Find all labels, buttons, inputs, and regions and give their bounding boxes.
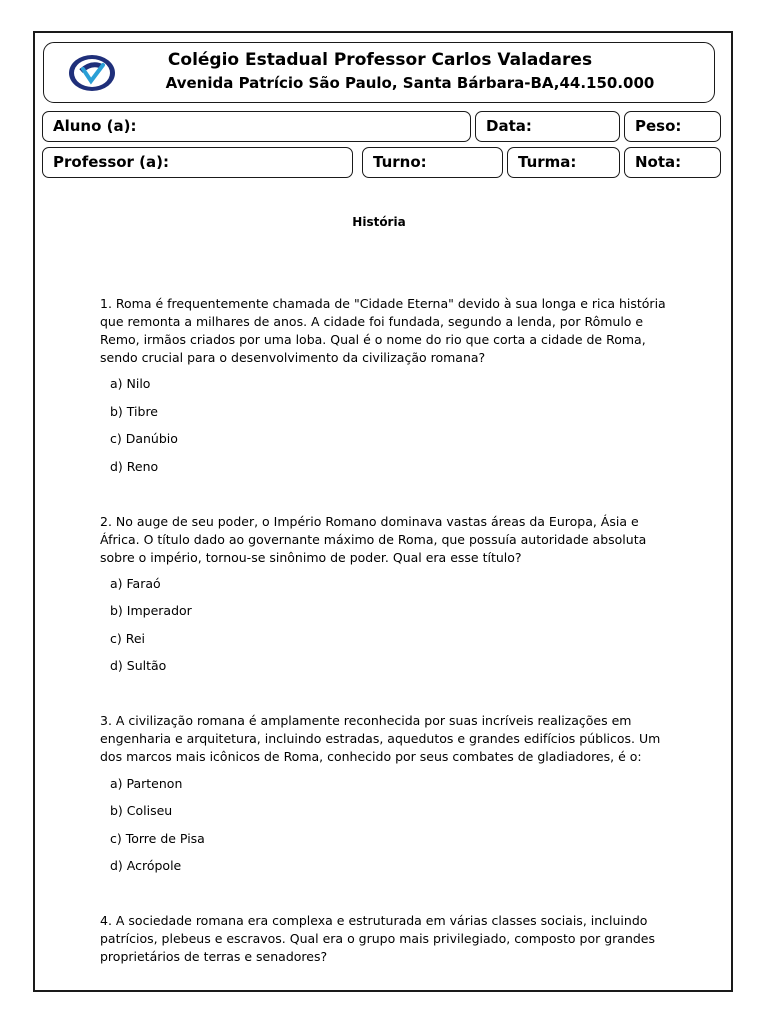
professor-field[interactable]: [42, 147, 353, 178]
data-field[interactable]: [475, 111, 620, 142]
data-label: Data:: [486, 117, 532, 135]
question-1-option-d[interactable]: d) Reno: [110, 459, 159, 474]
question-1-option-a[interactable]: a) Nilo: [110, 376, 151, 391]
question-2-option-c[interactable]: c) Rei: [110, 631, 146, 646]
aluno-field[interactable]: [42, 111, 471, 142]
peso-label: Peso:: [635, 117, 682, 135]
question-3-option-a[interactable]: a) Partenon: [110, 776, 183, 791]
question-1-option-c[interactable]: c) Danúbio: [110, 431, 178, 446]
question-2-option-a[interactable]: a) Faraó: [110, 576, 161, 591]
question-1-text: 1. Roma é frequentemente chamada de "Cidade Eterna" devido à sua longa e rica história que remonta a milhares de anos. A cidade foi fundada, segundo a lenda, por Rômulo e Remo, irmãos criados por uma loba. Qual é o nome do rio que corta a cidade de Roma, sendo crucial para o desenvolvimento da civilização romana?: [100, 296, 666, 365]
turno-field[interactable]: [362, 147, 503, 178]
turma-label: Turma:: [518, 153, 577, 171]
subject-title: História: [352, 215, 406, 229]
turma-field[interactable]: [507, 147, 620, 178]
aluno-label: Aluno (a):: [53, 117, 137, 135]
question-1-option-b[interactable]: b) Tibre: [110, 404, 158, 419]
question-2-option-b[interactable]: b) Imperador: [110, 603, 192, 618]
nota-label: Nota:: [635, 153, 682, 171]
question-2-text: 2. No auge de seu poder, o Império Romano dominava vastas áreas da Europa, Ásia e África. O título dado ao governante máximo de Roma, que possuía autoridade absoluta sobre o império, tornou-se sinônimo de poder. Qual era esse título?: [100, 514, 647, 565]
question-3-option-b[interactable]: b) Coliseu: [110, 803, 173, 818]
professor-label: Professor (a):: [53, 153, 170, 171]
nota-field[interactable]: [624, 147, 721, 178]
question-3-option-c[interactable]: c) Torre de Pisa: [110, 831, 205, 846]
question-3-text: 3. A civilização romana é amplamente reconhecida por suas incríveis realizações em engenharia e arquitetura, incluindo estradas, aquedutos e grandes edifícios públicos. Um dos marcos mais icônicos de Roma, conhecido por seus combates de gladiadores, é o:: [100, 713, 661, 764]
question-3-option-d[interactable]: d) Acrópole: [110, 858, 182, 873]
question-2-option-d[interactable]: d) Sultão: [110, 658, 167, 673]
school-name: Colégio Estadual Professor Carlos Valadares: [167, 50, 593, 70]
turno-label: Turno:: [373, 153, 427, 171]
school-address: Avenida Patrício São Paulo, Santa Bárbara-BA,44.150.000: [165, 74, 655, 92]
question-4-text: 4. A sociedade romana era complexa e estruturada em várias classes sociais, incluindo patrícios, plebeus e escravos. Qual era o grupo mais privilegiado, composto por grandes proprietários de terras e senadores?: [100, 913, 656, 964]
peso-field[interactable]: [624, 111, 721, 142]
